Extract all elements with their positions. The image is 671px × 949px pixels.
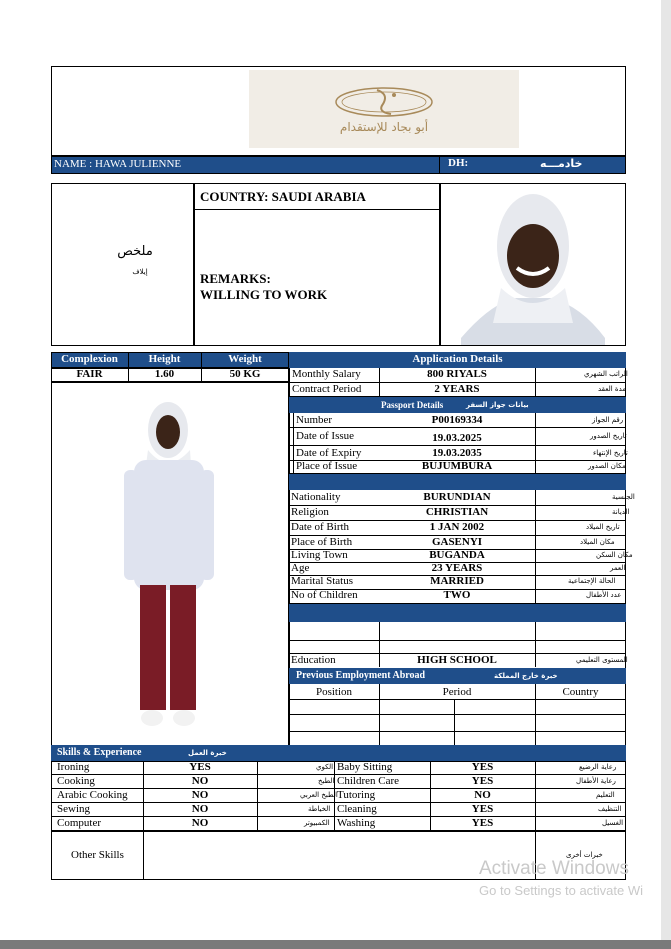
portrait-photo <box>461 188 605 345</box>
contract-value: 2 YEARS <box>434 383 480 395</box>
activate-windows-subtitle: Go to Settings to activate Wi <box>479 883 644 898</box>
skill-ironing-value: YES <box>189 761 211 773</box>
marital-ar: الحالة الإجتماعية <box>568 577 616 585</box>
window-bottom-edge <box>0 940 671 949</box>
education-ar: المستوى التعليمي <box>576 656 628 664</box>
logo-arabic-text: أبو بجاد للإستقدام <box>339 120 429 134</box>
employment-col-period: Period <box>442 686 472 698</box>
skill-children-care-ar: رعاية الأطفال <box>576 777 616 785</box>
passport-expiry-value: 19.03.2035 <box>432 447 482 459</box>
summary-arabic-box <box>51 183 194 346</box>
salary-value: 800 RIYALS <box>427 368 487 380</box>
passport-title-ar: بيانات جواز السفر <box>466 401 529 409</box>
skill-arabic-cooking-label: Arabic Cooking <box>57 789 128 801</box>
religion-ar: الديانة <box>612 508 630 516</box>
skill-computer-value: NO <box>191 817 209 829</box>
skill-baby-sitting-label: Baby Sitting <box>337 761 393 773</box>
skill-children-care-value: YES <box>471 775 494 787</box>
window-right-edge <box>661 0 671 949</box>
passport-place-ar: مكان الصدور <box>588 462 626 470</box>
passport-issue-ar: تاريخ الصدور <box>590 432 627 440</box>
passport-bar <box>289 397 626 413</box>
physical-header-height: Height <box>148 353 181 365</box>
nationality-label: Nationality <box>291 491 341 503</box>
skill-tutoring-ar: التعليم <box>596 791 615 799</box>
age-label: Age <box>291 562 310 574</box>
skill-ironing-ar: الكوي <box>316 763 334 771</box>
passport-title: Passport Details <box>381 400 444 410</box>
children-value: TWO <box>443 589 471 601</box>
skill-arabic-cooking-value: NO <box>191 789 209 801</box>
section-band-1 <box>289 474 626 490</box>
age-value: 23 YEARS <box>431 562 483 574</box>
logo-emblem-icon <box>249 70 519 148</box>
skill-tutoring-label: Tutoring <box>337 789 376 801</box>
skill-washing-value: YES <box>471 817 494 829</box>
employment-title-ar: خبرة خارج المملكة <box>494 672 558 680</box>
skill-tutoring-value: NO <box>474 789 491 801</box>
employment-col-country: Country <box>562 686 599 698</box>
contract-ar: مدة العقد <box>598 385 626 393</box>
pob-label: Place of Birth <box>291 536 353 548</box>
pob-ar: مكان الميلاد <box>580 538 615 546</box>
nationality-ar: الجنسية <box>612 493 635 501</box>
other-skills-label: Other Skills <box>71 849 124 861</box>
physical-header-weight: Weight <box>228 353 262 365</box>
name-field <box>54 158 181 170</box>
children-label: No of Children <box>291 589 358 601</box>
skill-sewing-label: Sewing <box>57 803 90 815</box>
skill-sewing-value: NO <box>191 803 209 815</box>
skill-children-care-label: Children Care <box>337 775 400 787</box>
age-ar: العمر <box>610 564 626 572</box>
skill-cooking-ar: الطبخ <box>318 777 335 785</box>
company-logo <box>249 70 519 148</box>
section-band-2 <box>289 604 626 622</box>
dob-ar: تاريخ الميلاد <box>586 523 620 531</box>
children-ar: عدد الأطفال <box>586 591 622 599</box>
skill-computer-ar: الكمبيوتر <box>304 819 330 827</box>
skills-title-ar: خبرة العمل <box>188 749 227 757</box>
passport-number-value: P00169334 <box>431 414 483 426</box>
passport-place-label: Place of Issue <box>296 460 358 472</box>
standing-figure-icon <box>120 390 220 740</box>
skill-washing-ar: الغسيل <box>602 819 624 827</box>
portrait-figure-icon <box>461 188 605 345</box>
skill-cleaning-label: Cleaning <box>337 803 377 815</box>
passport-issue-label: Date of Issue <box>296 430 355 442</box>
education-value: HIGH SCHOOL <box>417 654 497 666</box>
weight-value: 50 KG <box>229 368 261 380</box>
summary-arabic-sub: إيلاف <box>132 268 148 276</box>
physical-header-complexion: Complexion <box>61 353 118 365</box>
height-value: 1.60 <box>154 368 175 380</box>
full-body-photo <box>120 390 220 740</box>
skill-cleaning-ar: التنظيف <box>598 805 622 813</box>
passport-expiry-ar: تاريخ الإنتهاء <box>593 449 628 457</box>
pob-value: GASENYI <box>431 536 483 548</box>
skill-ironing-label: Ironing <box>57 761 90 773</box>
marital-label: Marital Status <box>291 575 354 587</box>
contract-label: Contract Period <box>292 383 362 395</box>
employment-title: Previous Employment Abroad <box>296 670 426 681</box>
passport-number-label: Number <box>296 414 333 426</box>
religion-value: CHRISTIAN <box>425 506 489 518</box>
dob-label: Date of Birth <box>291 521 350 533</box>
application-title: Application Details <box>289 352 626 368</box>
other-skills-ar: خبرات أخرى <box>566 851 603 859</box>
name-value: HAWA JULIENNE <box>94 158 182 170</box>
education-label: Education <box>291 654 336 666</box>
skill-baby-sitting-value: YES <box>471 761 494 773</box>
salary-label: Monthly Salary <box>292 368 361 380</box>
dh-arabic: خادمـــه <box>540 157 583 170</box>
remarks-value: WILLING TO WORK <box>200 287 328 302</box>
dh-label: DH: <box>448 157 469 169</box>
summary-arabic-title: ملخص <box>117 244 153 259</box>
skill-computer-label: Computer <box>57 817 101 829</box>
skill-cooking-label: Cooking <box>57 775 95 787</box>
living-town-ar: مكان السكن <box>596 551 633 559</box>
nationality-value: BURUNDIAN <box>423 491 491 503</box>
marital-value: MARRIED <box>430 575 484 587</box>
name-label: NAME : <box>54 158 93 170</box>
skill-baby-sitting-ar: رعاية الرضيع <box>579 763 617 771</box>
passport-issue-value: 19.03.2025 <box>432 432 482 444</box>
activate-windows-title: Activate Windows <box>479 858 629 879</box>
passport-expiry-label: Date of Expiry <box>296 447 362 459</box>
skill-sewing-ar: الخياطة <box>308 805 331 813</box>
complexion-value: FAIR <box>76 368 103 380</box>
living-town-value: BUGANDA <box>429 549 485 561</box>
dob-value: 1 JAN 2002 <box>429 521 485 533</box>
skill-cooking-value: NO <box>191 775 209 787</box>
skill-arabic-cooking-ar: الطبخ العربي <box>300 791 338 799</box>
divider <box>439 156 440 174</box>
religion-label: Religion <box>291 506 329 518</box>
salary-ar: الراتب الشهري <box>584 370 628 378</box>
passport-place-value: BUJUMBURA <box>421 460 493 472</box>
remarks-label: REMARKS: <box>200 271 271 286</box>
skill-washing-label: Washing <box>337 817 376 829</box>
skills-title: Skills & Experience <box>57 747 142 758</box>
living-town-label: Living Town <box>291 549 348 561</box>
passport-number-ar: رقم الجواز <box>592 416 624 424</box>
employment-col-position: Position <box>315 686 353 698</box>
country-label: COUNTRY: SAUDI ARABIA <box>200 189 366 204</box>
skill-cleaning-value: YES <box>471 803 494 815</box>
